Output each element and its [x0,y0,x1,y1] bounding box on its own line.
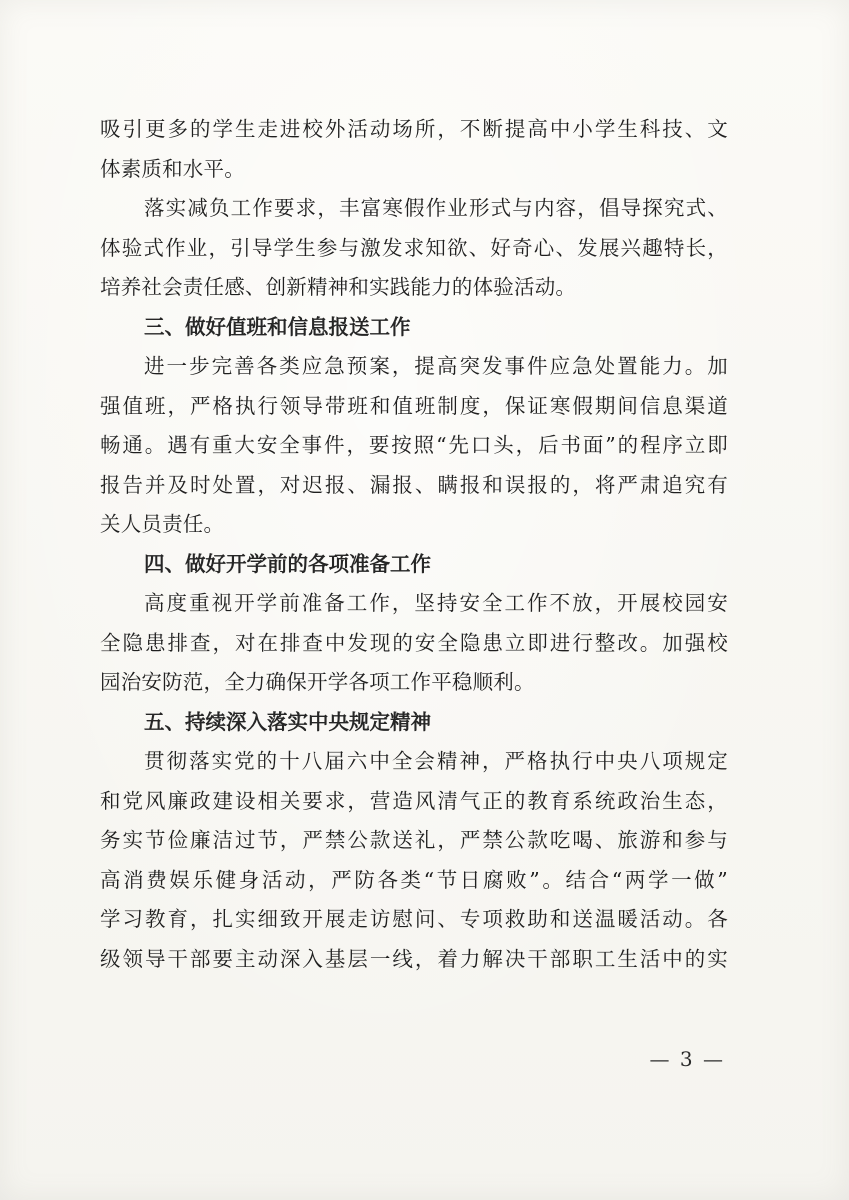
section-3-line-2: 强值班，严格执行领导带班和值班制度，保证寒假期间信息渠道 [100,393,728,418]
paragraph-2-line-2: 体验式作业，引导学生参与激发求知欲、好奇心、发展兴趣特长， [100,235,728,260]
section-3-heading: 三、做好值班和信息报送工作 [144,314,411,339]
section-5-line-5: 学习教育，扎实细致开展走访慰问、专项救助和送温暖活动。各 [100,907,728,931]
section-5-heading: 五、持续深入落实中央规定精神 [144,709,431,734]
section-5-line-2: 和党风廉政建设相关要求，营造风清气正的教育系统政治生态， [100,788,728,813]
section-5-line-3: 务实节俭廉洁过节，严禁公款送礼，严禁公款吃喝、旅游和参与 [100,828,728,852]
paragraph-1-line-1: 吸引更多的学生走进校外活动场所，不断提高中小学生科技、文 [100,117,728,141]
section-4-heading: 四、做好开学前的各项准备工作 [144,551,431,576]
paragraph-2-line-3: 培养社会责任感、创新精神和实践能力的体验活动。 [100,275,577,299]
section-5-line-4: 高消费娱乐健身活动，严防各类“节日腐败”。结合“两学一做” [100,867,728,892]
document-body [100,110,728,979]
paragraph-2-line-1: 落实减负工作要求，丰富寒假作业形式与内容，倡导探究式、 [144,196,728,220]
section-4-line-3: 园治安防范，全力确保开学各项工作平稳顺利。 [100,670,535,694]
section-4-line-2: 全隐患排查，对在排查中发现的安全隐患立即进行整改。加强校 [100,630,728,655]
section-4-line-1: 高度重视开学前准备工作，坚持安全工作不放，开展校园安 [144,591,728,615]
section-5-line-1: 贯彻落实党的十八届六中全会精神，严格执行中央八项规定 [144,749,728,773]
section-3-line-1: 进一步完善各类应急预案，提高突发事件应急处置能力。加 [144,354,728,378]
section-5-line-6: 级领导干部要主动深入基层一线，着力解决干部职工生活中的实 [100,946,728,971]
paragraph-1-line-2: 体素质和水平。 [100,156,245,181]
section-3-line-3: 畅通。遇有重大安全事件，要按照“先口头，后书面”的程序立即 [100,433,728,457]
section-3-line-4: 报告并及时处置，对迟报、漏报、瞒报和误报的，将严肃追究有 [100,472,728,497]
page-number: — 3 — [649,1047,725,1071]
section-3-line-5: 关人员责任。 [100,512,225,536]
